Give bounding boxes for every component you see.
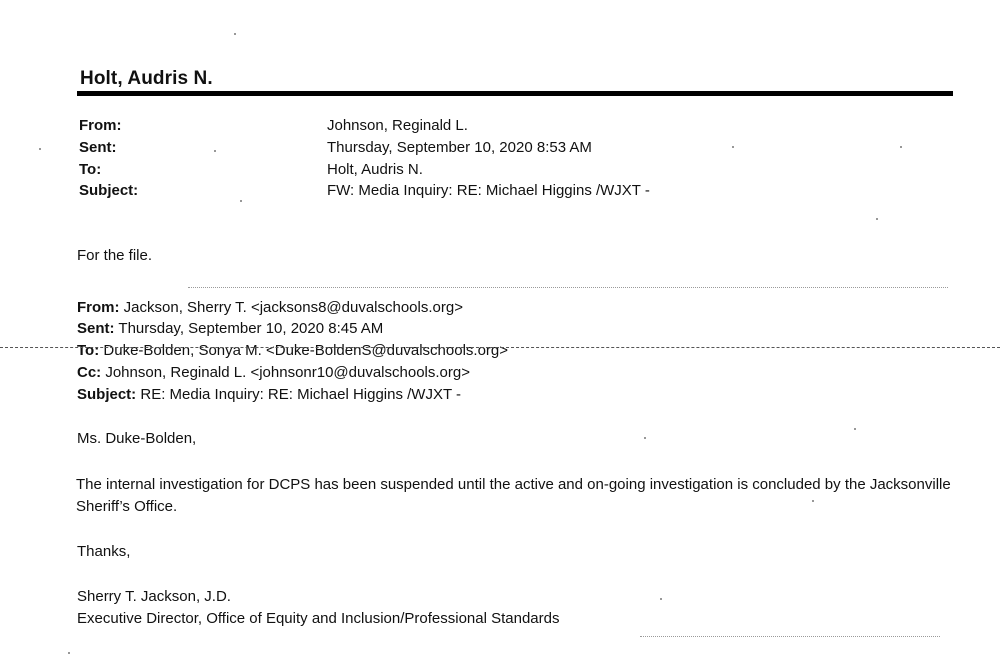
fwd-to-value: Duke-Bolden, Sonya M. <Duke-BoldenS@duvalschools.org> <box>103 342 509 359</box>
scan-noise-row <box>188 287 948 288</box>
subject-value: FW: Media Inquiry: RE: Michael Higgins /WJXT - <box>327 182 650 199</box>
scan-dashed-line <box>0 347 1000 348</box>
fwd-cc-line <box>77 364 470 381</box>
fwd-sent-label: Sent: <box>77 320 115 337</box>
subject-label: Subject: <box>79 182 139 199</box>
scan-speck <box>900 146 902 148</box>
closing: Thanks, <box>77 543 131 560</box>
scan-speck <box>644 437 646 439</box>
fwd-sent-value: Thursday, September 10, 2020 8:45 AM <box>118 320 384 337</box>
message-body: The internal investigation for DCPS has been suspended until the active and on-going investigation is concluded by the Jacksonville Sheriff’s Office. <box>76 476 951 515</box>
scan-speck <box>234 33 236 35</box>
fwd-subject-value: RE: Media Inquiry: RE: Michael Higgins /WJXT - <box>140 386 462 403</box>
fwd-cc-value: Johnson, Reginald L. <johnsonr10@duvalschools.org> <box>105 364 470 381</box>
sent-value: Thursday, September 10, 2020 8:53 AM <box>327 139 592 156</box>
to-label: To: <box>79 161 102 178</box>
scan-speck <box>876 218 878 220</box>
scan-speck <box>660 598 662 600</box>
scan-speck <box>732 146 734 148</box>
fwd-to-label: To: <box>77 342 100 359</box>
scan-noise-row <box>640 636 940 637</box>
signature-title: Executive Director, Office of Equity and Inclusion/Professional Standards <box>77 610 560 627</box>
fwd-from-value: Jackson, Sherry T. <jacksons8@duvalschools.org> <box>123 299 463 316</box>
signature-name: Sherry T. Jackson, J.D. <box>77 588 231 605</box>
scan-speck <box>854 428 856 430</box>
greeting: Ms. Duke-Bolden, <box>77 430 197 447</box>
fwd-from-label: From: <box>77 299 120 316</box>
scan-speck <box>68 652 70 654</box>
outer-email-body: For the file. <box>77 247 153 264</box>
scan-speck <box>240 200 242 202</box>
fwd-from-line <box>77 299 463 316</box>
fwd-subject-line <box>77 386 461 403</box>
from-label: From: <box>79 117 122 134</box>
mailbox-owner-name: Holt, Audris N. <box>80 68 213 89</box>
fwd-sent-line <box>77 320 383 337</box>
to-value: Holt, Audris N. <box>327 161 423 178</box>
scan-speck <box>39 148 41 150</box>
scan-speck <box>214 150 216 152</box>
fwd-cc-label: Cc: <box>77 364 102 381</box>
fwd-to-line <box>77 342 508 359</box>
fwd-subject-label: Subject: <box>77 386 137 403</box>
from-value: Johnson, Reginald L. <box>327 117 468 134</box>
sent-label: Sent: <box>79 139 117 156</box>
header-divider <box>77 91 953 96</box>
